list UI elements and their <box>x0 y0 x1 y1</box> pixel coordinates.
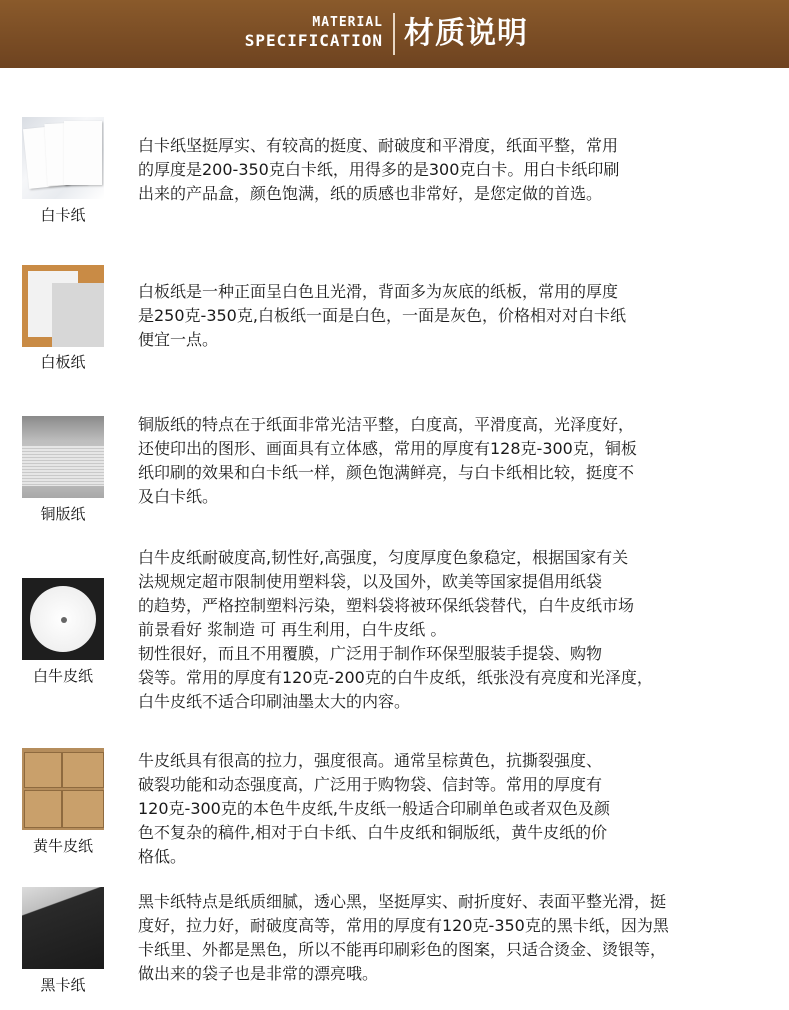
yellow-kraft-boxes-image <box>22 748 104 830</box>
material-description: 铜版纸的特点在于纸面非常光洁平整，白度高，平滑度高，光泽度好， 还使印出的图形、画面具有立体感，常用的厚度有128克-300克，铜板 纸印刷的效果和白卡纸一样，颜色饱满鲜亮，与白卡纸相比较，挺度不 及白卡纸。 <box>138 415 637 506</box>
material-description: 白牛皮纸耐破度高,韧性好,高强度，匀度厚度色象稳定，根据国家有关 法规规定超市限制使用塑料袋，以及国外，欧美等国家提倡用纸袋 的趋势，严格控制塑料污染，塑料袋将被环保纸袋替代，白牛皮纸市场 前景看好 浆制造 可 再生利用，白牛皮纸 。 韧性很好，而且不用覆膜，广泛用于制作环保型服装手提袋、购物 袋等。常用的厚度有120克-200克的白牛皮纸，纸张没有亮度和光泽度， 白牛皮纸不适合印刷油墨太大的内容。 <box>138 548 653 711</box>
material-label: 白板纸 <box>40 353 86 371</box>
material-description: 白板纸是一种正面呈白色且光滑，背面多为灰底的纸板，常用的厚度 是250克-350克,白板纸一面是白色，一面是灰色，价格相对对白卡纸 便宜一点。 <box>138 282 626 349</box>
header-en-line2: SPECIFICATION <box>244 31 383 50</box>
header-divider <box>393 13 395 55</box>
material-label: 黑卡纸 <box>40 976 86 994</box>
white-card-image <box>22 117 104 199</box>
coated-paper-image <box>22 416 104 498</box>
black-card-image <box>22 887 104 969</box>
material-description: 黑卡纸特点是纸质细腻，透心黑，坚挺厚实、耐折度好、表面平整光滑，挺 度好，拉力好，耐破度高等，常用的厚度有120克-350克的黑卡纸，因为黑 卡纸里、外都是黑色，所以不能再印刷彩色的图案，只适合烫金、烫银等， 做出来的袋子也是非常的漂亮哦。 <box>138 892 669 983</box>
header-english-title <box>245 14 383 50</box>
material-label: 白卡纸 <box>40 206 86 224</box>
header-en-line1: MATERIAL <box>312 15 383 30</box>
header-banner <box>0 0 789 68</box>
material-label: 白牛皮纸 <box>32 667 93 685</box>
material-description: 白卡纸坚挺厚实、有较高的挺度、耐破度和平滑度，纸面平整，常用 的厚度是200-350克白卡纸，用得多的是300克白卡。用白卡纸印刷 出来的产品盒，颜色饱满，纸的质感也非常好，是您定做的首选。 <box>138 136 620 203</box>
header-chinese-title: 材质说明 <box>404 16 528 51</box>
material-label: 黄牛皮纸 <box>32 837 93 855</box>
material-description: 牛皮纸具有很高的拉力，强度很高。通常呈棕黄色，抗撕裂强度、 破裂功能和动态强度高，广泛用于购物袋、信封等。常用的厚度有 120克-300克的本色牛皮纸,牛皮纸一般适合印刷单色或者双色及颜 色不复杂的稿件,相对于白卡纸、白牛皮纸和铜版纸，黄牛皮纸的价 格低。 <box>138 751 610 866</box>
white-board-image <box>22 265 104 347</box>
white-kraft-roll-image <box>22 578 104 660</box>
material-label: 铜版纸 <box>40 505 86 523</box>
